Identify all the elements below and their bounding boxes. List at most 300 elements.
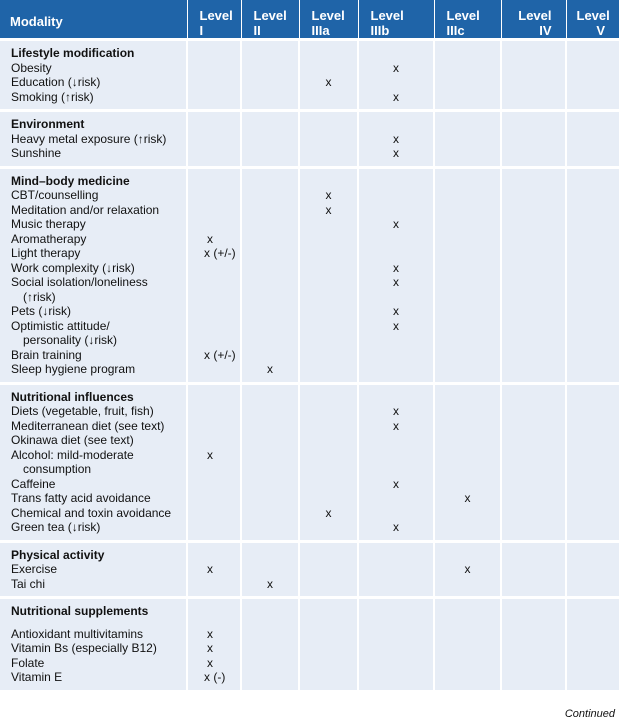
group-title: Nutritional influences bbox=[11, 389, 134, 404]
empty-mark bbox=[300, 217, 357, 232]
header-spacer bbox=[242, 604, 298, 619]
empty-mark bbox=[567, 477, 619, 492]
table-group bbox=[0, 598, 619, 690]
evidence-mark: x bbox=[393, 476, 399, 491]
evidence-mark: x bbox=[393, 275, 399, 289]
empty-mark bbox=[188, 203, 240, 218]
empty-mark bbox=[300, 462, 357, 477]
empty-mark bbox=[300, 491, 357, 506]
header-spacer bbox=[300, 548, 357, 563]
empty-mark bbox=[435, 61, 500, 76]
empty-mark bbox=[359, 232, 433, 247]
modality-item: Chemical and toxin avoidance bbox=[11, 505, 172, 520]
empty-mark bbox=[300, 132, 357, 147]
level-cell bbox=[434, 111, 501, 168]
empty-mark bbox=[359, 627, 433, 642]
header-spacer bbox=[359, 46, 433, 61]
empty-mark bbox=[567, 132, 619, 147]
modality-item: Smoking (↑risk) bbox=[11, 89, 94, 104]
level-cell bbox=[501, 167, 566, 383]
empty-mark bbox=[435, 506, 500, 521]
empty-mark bbox=[502, 419, 565, 434]
level-cell bbox=[299, 167, 358, 383]
table-group bbox=[0, 111, 619, 168]
modality-cell bbox=[0, 598, 187, 690]
modality-item: Trans fatty acid avoidance bbox=[11, 491, 151, 505]
empty-mark bbox=[502, 491, 565, 506]
empty-mark bbox=[435, 261, 500, 276]
modality-item: Tai chi bbox=[11, 576, 46, 591]
empty-mark bbox=[435, 146, 500, 161]
empty-mark bbox=[242, 333, 298, 348]
empty-mark bbox=[359, 188, 433, 203]
empty-mark bbox=[567, 319, 619, 334]
spacer bbox=[567, 619, 619, 627]
continued-note: Continued bbox=[564, 708, 615, 720]
empty-mark bbox=[502, 261, 565, 276]
empty-mark bbox=[435, 217, 500, 232]
empty-mark bbox=[300, 656, 357, 671]
modality-cell bbox=[0, 383, 187, 541]
empty-mark bbox=[567, 577, 619, 592]
table-group bbox=[0, 40, 619, 111]
modality-item: Sunshine bbox=[11, 146, 62, 160]
empty-mark bbox=[188, 362, 240, 377]
empty-mark bbox=[300, 577, 357, 592]
empty-mark bbox=[435, 232, 500, 247]
empty-mark bbox=[300, 304, 357, 319]
empty-mark bbox=[300, 419, 357, 434]
group-title: Environment bbox=[11, 117, 85, 131]
empty-mark bbox=[188, 462, 240, 477]
evidence-mark: x bbox=[393, 304, 399, 318]
group-title: Nutritional supplements bbox=[11, 604, 149, 618]
table-header bbox=[0, 0, 619, 40]
empty-mark bbox=[502, 577, 565, 592]
modality-item: Light therapy bbox=[11, 246, 81, 260]
empty-mark bbox=[188, 75, 240, 90]
evidence-mark: x bbox=[393, 318, 399, 333]
header-level-1: Level I bbox=[187, 0, 241, 40]
level-cell bbox=[501, 541, 566, 598]
header-spacer bbox=[435, 604, 500, 619]
evidence-mark: x bbox=[393, 89, 399, 104]
empty-mark bbox=[242, 506, 298, 521]
level-cell bbox=[358, 111, 434, 168]
empty-mark bbox=[242, 419, 298, 434]
empty-mark bbox=[567, 419, 619, 434]
header-modality: Modality bbox=[0, 0, 187, 40]
empty-mark bbox=[502, 275, 565, 290]
modality-item: Education (↓risk) bbox=[11, 75, 101, 89]
header-spacer bbox=[567, 174, 619, 189]
empty-mark bbox=[502, 348, 565, 363]
modality-item: Sleep hygiene program bbox=[11, 362, 136, 376]
header-spacer bbox=[435, 46, 500, 61]
header-spacer bbox=[359, 548, 433, 563]
header-spacer bbox=[502, 117, 565, 132]
empty-mark bbox=[300, 670, 357, 685]
empty-mark bbox=[359, 491, 433, 506]
empty-mark bbox=[567, 348, 619, 363]
empty-mark bbox=[502, 319, 565, 334]
empty-mark bbox=[567, 491, 619, 506]
empty-mark bbox=[502, 90, 565, 105]
modality-item: Folate bbox=[11, 655, 45, 670]
empty-mark bbox=[502, 448, 565, 463]
empty-mark bbox=[300, 627, 357, 642]
empty-mark bbox=[359, 506, 433, 521]
empty-mark bbox=[435, 520, 500, 535]
empty-mark bbox=[300, 348, 357, 363]
spacer bbox=[502, 619, 565, 627]
empty-mark bbox=[242, 562, 298, 577]
empty-mark bbox=[567, 656, 619, 671]
empty-mark bbox=[300, 433, 357, 448]
level-cell bbox=[299, 383, 358, 541]
empty-mark bbox=[435, 656, 500, 671]
empty-mark bbox=[435, 319, 500, 334]
modality-item: Antioxidant multivitamins bbox=[11, 626, 144, 641]
empty-mark bbox=[188, 506, 240, 521]
empty-mark bbox=[188, 275, 240, 290]
modality-item: Work complexity (↓risk) bbox=[11, 260, 135, 275]
header-level-7: Level V bbox=[566, 0, 619, 40]
evidence-mark: x bbox=[325, 202, 332, 217]
table-group bbox=[0, 167, 619, 383]
empty-mark bbox=[242, 670, 298, 685]
empty-mark bbox=[300, 275, 357, 290]
header-spacer bbox=[435, 390, 500, 405]
group-title: Mind–body medicine bbox=[11, 173, 130, 188]
header-spacer bbox=[359, 117, 433, 132]
level-cell bbox=[241, 111, 299, 168]
empty-mark bbox=[188, 188, 240, 203]
header-spacer bbox=[242, 390, 298, 405]
empty-mark bbox=[502, 188, 565, 203]
empty-mark bbox=[567, 627, 619, 642]
table-group bbox=[0, 541, 619, 598]
empty-mark bbox=[502, 304, 565, 319]
header-spacer bbox=[567, 548, 619, 563]
empty-mark bbox=[242, 90, 298, 105]
header-spacer bbox=[242, 548, 298, 563]
evidence-mark: x (-) bbox=[204, 670, 226, 684]
evidence-mark: x (+/-) bbox=[204, 347, 236, 362]
empty-mark bbox=[502, 404, 565, 419]
empty-mark bbox=[567, 232, 619, 247]
empty-mark bbox=[300, 261, 357, 276]
level-cell bbox=[241, 40, 299, 111]
empty-mark bbox=[502, 146, 565, 161]
empty-mark bbox=[567, 462, 619, 477]
header-spacer bbox=[567, 390, 619, 405]
empty-mark bbox=[435, 290, 500, 305]
empty-mark bbox=[502, 75, 565, 90]
modality-item: Meditation and/or relaxation bbox=[11, 202, 160, 217]
empty-mark bbox=[359, 462, 433, 477]
header-spacer bbox=[567, 46, 619, 61]
empty-mark bbox=[359, 290, 433, 305]
empty-mark bbox=[242, 217, 298, 232]
spacer bbox=[11, 619, 186, 627]
empty-mark bbox=[502, 290, 565, 305]
table-group bbox=[0, 383, 619, 541]
evidence-mark: x bbox=[207, 641, 213, 655]
header-level-2: Level II bbox=[241, 0, 299, 40]
level-cell bbox=[299, 541, 358, 598]
modality-item: CBT/counselling bbox=[11, 188, 99, 202]
header-spacer bbox=[300, 46, 357, 61]
header-spacer bbox=[502, 174, 565, 189]
empty-mark bbox=[502, 670, 565, 685]
level-cell bbox=[187, 541, 241, 598]
evidence-mark: x bbox=[464, 491, 471, 505]
level-cell bbox=[187, 40, 241, 111]
empty-mark bbox=[435, 404, 500, 419]
empty-mark bbox=[567, 433, 619, 448]
empty-mark bbox=[567, 90, 619, 105]
empty-mark bbox=[300, 61, 357, 76]
level-cell bbox=[501, 40, 566, 111]
evidence-mark: x bbox=[267, 362, 273, 376]
evidence-mark: x bbox=[393, 404, 399, 418]
empty-mark bbox=[188, 520, 240, 535]
empty-mark bbox=[300, 232, 357, 247]
empty-mark bbox=[435, 75, 500, 90]
empty-mark bbox=[502, 656, 565, 671]
empty-mark bbox=[242, 462, 298, 477]
header-spacer bbox=[435, 117, 500, 132]
evidence-mark: x bbox=[207, 231, 213, 246]
group-title: Physical activity bbox=[11, 547, 105, 562]
header-spacer bbox=[300, 604, 357, 619]
empty-mark bbox=[300, 448, 357, 463]
level-cell bbox=[566, 598, 619, 690]
modality-item: (↑risk) bbox=[23, 289, 56, 304]
modality-item: Alcohol: mild-moderate bbox=[11, 447, 134, 462]
header-spacer bbox=[567, 117, 619, 132]
empty-mark bbox=[567, 520, 619, 535]
evidence-mark: x (+/-) bbox=[204, 246, 236, 260]
header-level-4: Level IIIb bbox=[358, 0, 434, 40]
empty-mark bbox=[359, 246, 433, 261]
empty-mark bbox=[242, 146, 298, 161]
level-cell bbox=[358, 167, 434, 383]
header-spacer bbox=[188, 390, 240, 405]
level-cell bbox=[501, 383, 566, 541]
level-cell bbox=[566, 40, 619, 111]
level-cell bbox=[358, 541, 434, 598]
empty-mark bbox=[242, 75, 298, 90]
empty-mark bbox=[242, 275, 298, 290]
header-spacer bbox=[188, 117, 240, 132]
empty-mark bbox=[435, 462, 500, 477]
empty-mark bbox=[567, 261, 619, 276]
modality-item: Pets (↓risk) bbox=[11, 304, 71, 318]
level-cell bbox=[358, 40, 434, 111]
header-spacer bbox=[242, 46, 298, 61]
evidence-mark: x bbox=[207, 447, 213, 462]
empty-mark bbox=[359, 433, 433, 448]
spacer bbox=[435, 619, 500, 627]
empty-mark bbox=[502, 477, 565, 492]
empty-mark bbox=[242, 448, 298, 463]
empty-mark bbox=[242, 656, 298, 671]
empty-mark bbox=[242, 203, 298, 218]
empty-mark bbox=[435, 477, 500, 492]
empty-mark bbox=[502, 506, 565, 521]
level-cell bbox=[566, 167, 619, 383]
empty-mark bbox=[435, 448, 500, 463]
header-spacer bbox=[300, 174, 357, 189]
empty-mark bbox=[435, 304, 500, 319]
header-spacer bbox=[435, 548, 500, 563]
empty-mark bbox=[435, 275, 500, 290]
empty-mark bbox=[359, 562, 433, 577]
header-spacer bbox=[242, 174, 298, 189]
empty-mark bbox=[300, 362, 357, 377]
empty-mark bbox=[567, 188, 619, 203]
empty-mark bbox=[242, 61, 298, 76]
header-spacer bbox=[188, 174, 240, 189]
level-cell bbox=[241, 383, 299, 541]
empty-mark bbox=[567, 333, 619, 348]
evidence-mark: x bbox=[464, 562, 471, 576]
empty-mark bbox=[502, 217, 565, 232]
empty-mark bbox=[188, 261, 240, 276]
level-cell bbox=[241, 598, 299, 690]
empty-mark bbox=[502, 641, 565, 656]
empty-mark bbox=[502, 562, 565, 577]
empty-mark bbox=[567, 562, 619, 577]
empty-mark bbox=[359, 670, 433, 685]
level-cell bbox=[187, 598, 241, 690]
evidence-mark: x bbox=[267, 576, 273, 591]
empty-mark bbox=[502, 433, 565, 448]
modality-item: Vitamin E bbox=[11, 670, 63, 684]
empty-mark bbox=[300, 319, 357, 334]
level-cell bbox=[434, 598, 501, 690]
empty-mark bbox=[188, 146, 240, 161]
level-cell bbox=[434, 383, 501, 541]
modality-item: Optimistic attitude/ bbox=[11, 318, 110, 333]
empty-mark bbox=[300, 290, 357, 305]
empty-mark bbox=[188, 90, 240, 105]
evidence-mark: x bbox=[207, 626, 213, 641]
modality-item: Heavy metal exposure (↑risk) bbox=[11, 131, 167, 146]
modality-cell bbox=[0, 167, 187, 383]
empty-mark bbox=[188, 290, 240, 305]
empty-mark bbox=[300, 246, 357, 261]
header-spacer bbox=[188, 548, 240, 563]
level-cell bbox=[434, 40, 501, 111]
empty-mark bbox=[300, 90, 357, 105]
header-level-5: Level IIIc bbox=[434, 0, 501, 40]
header-spacer bbox=[188, 604, 240, 619]
empty-mark bbox=[502, 246, 565, 261]
empty-mark bbox=[188, 491, 240, 506]
level-cell bbox=[434, 541, 501, 598]
evidence-mark: x bbox=[393, 60, 399, 75]
modality-item: consumption bbox=[23, 462, 92, 476]
empty-mark bbox=[300, 404, 357, 419]
modality-item: Okinawa diet (see text) bbox=[11, 433, 134, 447]
empty-mark bbox=[567, 290, 619, 305]
empty-mark bbox=[188, 61, 240, 76]
empty-mark bbox=[435, 419, 500, 434]
modality-item: Music therapy bbox=[11, 217, 86, 231]
table-body bbox=[0, 40, 619, 690]
spacer bbox=[359, 619, 433, 627]
empty-mark bbox=[300, 562, 357, 577]
empty-mark bbox=[567, 448, 619, 463]
empty-mark bbox=[359, 75, 433, 90]
header-spacer bbox=[502, 390, 565, 405]
empty-mark bbox=[435, 627, 500, 642]
empty-mark bbox=[242, 246, 298, 261]
empty-mark bbox=[435, 90, 500, 105]
level-cell bbox=[241, 541, 299, 598]
empty-mark bbox=[435, 188, 500, 203]
evidence-mark: x bbox=[393, 520, 399, 534]
empty-mark bbox=[567, 641, 619, 656]
empty-mark bbox=[435, 132, 500, 147]
empty-mark bbox=[242, 433, 298, 448]
empty-mark bbox=[567, 61, 619, 76]
empty-mark bbox=[567, 362, 619, 377]
evidence-mark: x bbox=[207, 562, 213, 576]
empty-mark bbox=[502, 203, 565, 218]
level-cell bbox=[358, 383, 434, 541]
empty-mark bbox=[242, 641, 298, 656]
header-spacer bbox=[359, 604, 433, 619]
empty-mark bbox=[188, 477, 240, 492]
evidence-mark: x bbox=[325, 75, 332, 89]
empty-mark bbox=[188, 304, 240, 319]
empty-mark bbox=[242, 261, 298, 276]
empty-mark bbox=[567, 404, 619, 419]
evidence-mark: x bbox=[325, 188, 332, 202]
evidence-mark: x bbox=[393, 131, 399, 146]
empty-mark bbox=[435, 577, 500, 592]
evidence-mark: x bbox=[393, 418, 399, 433]
modality-cell bbox=[0, 111, 187, 168]
spacer bbox=[300, 619, 357, 627]
modality-item: Mediterranean diet (see text) bbox=[11, 418, 165, 433]
empty-mark bbox=[300, 641, 357, 656]
empty-mark bbox=[502, 462, 565, 477]
empty-mark bbox=[188, 319, 240, 334]
header-spacer bbox=[300, 117, 357, 132]
empty-mark bbox=[242, 304, 298, 319]
empty-mark bbox=[567, 304, 619, 319]
header-spacer bbox=[242, 117, 298, 132]
empty-mark bbox=[567, 506, 619, 521]
empty-mark bbox=[502, 232, 565, 247]
spacer bbox=[188, 619, 240, 627]
empty-mark bbox=[188, 419, 240, 434]
modality-item: personality (↓risk) bbox=[23, 333, 118, 347]
level-cell bbox=[566, 541, 619, 598]
level-cell bbox=[501, 111, 566, 168]
header-level-6: Level IV bbox=[501, 0, 566, 40]
empty-mark bbox=[242, 520, 298, 535]
empty-mark bbox=[188, 577, 240, 592]
modality-cell bbox=[0, 541, 187, 598]
empty-mark bbox=[242, 290, 298, 305]
empty-mark bbox=[300, 146, 357, 161]
